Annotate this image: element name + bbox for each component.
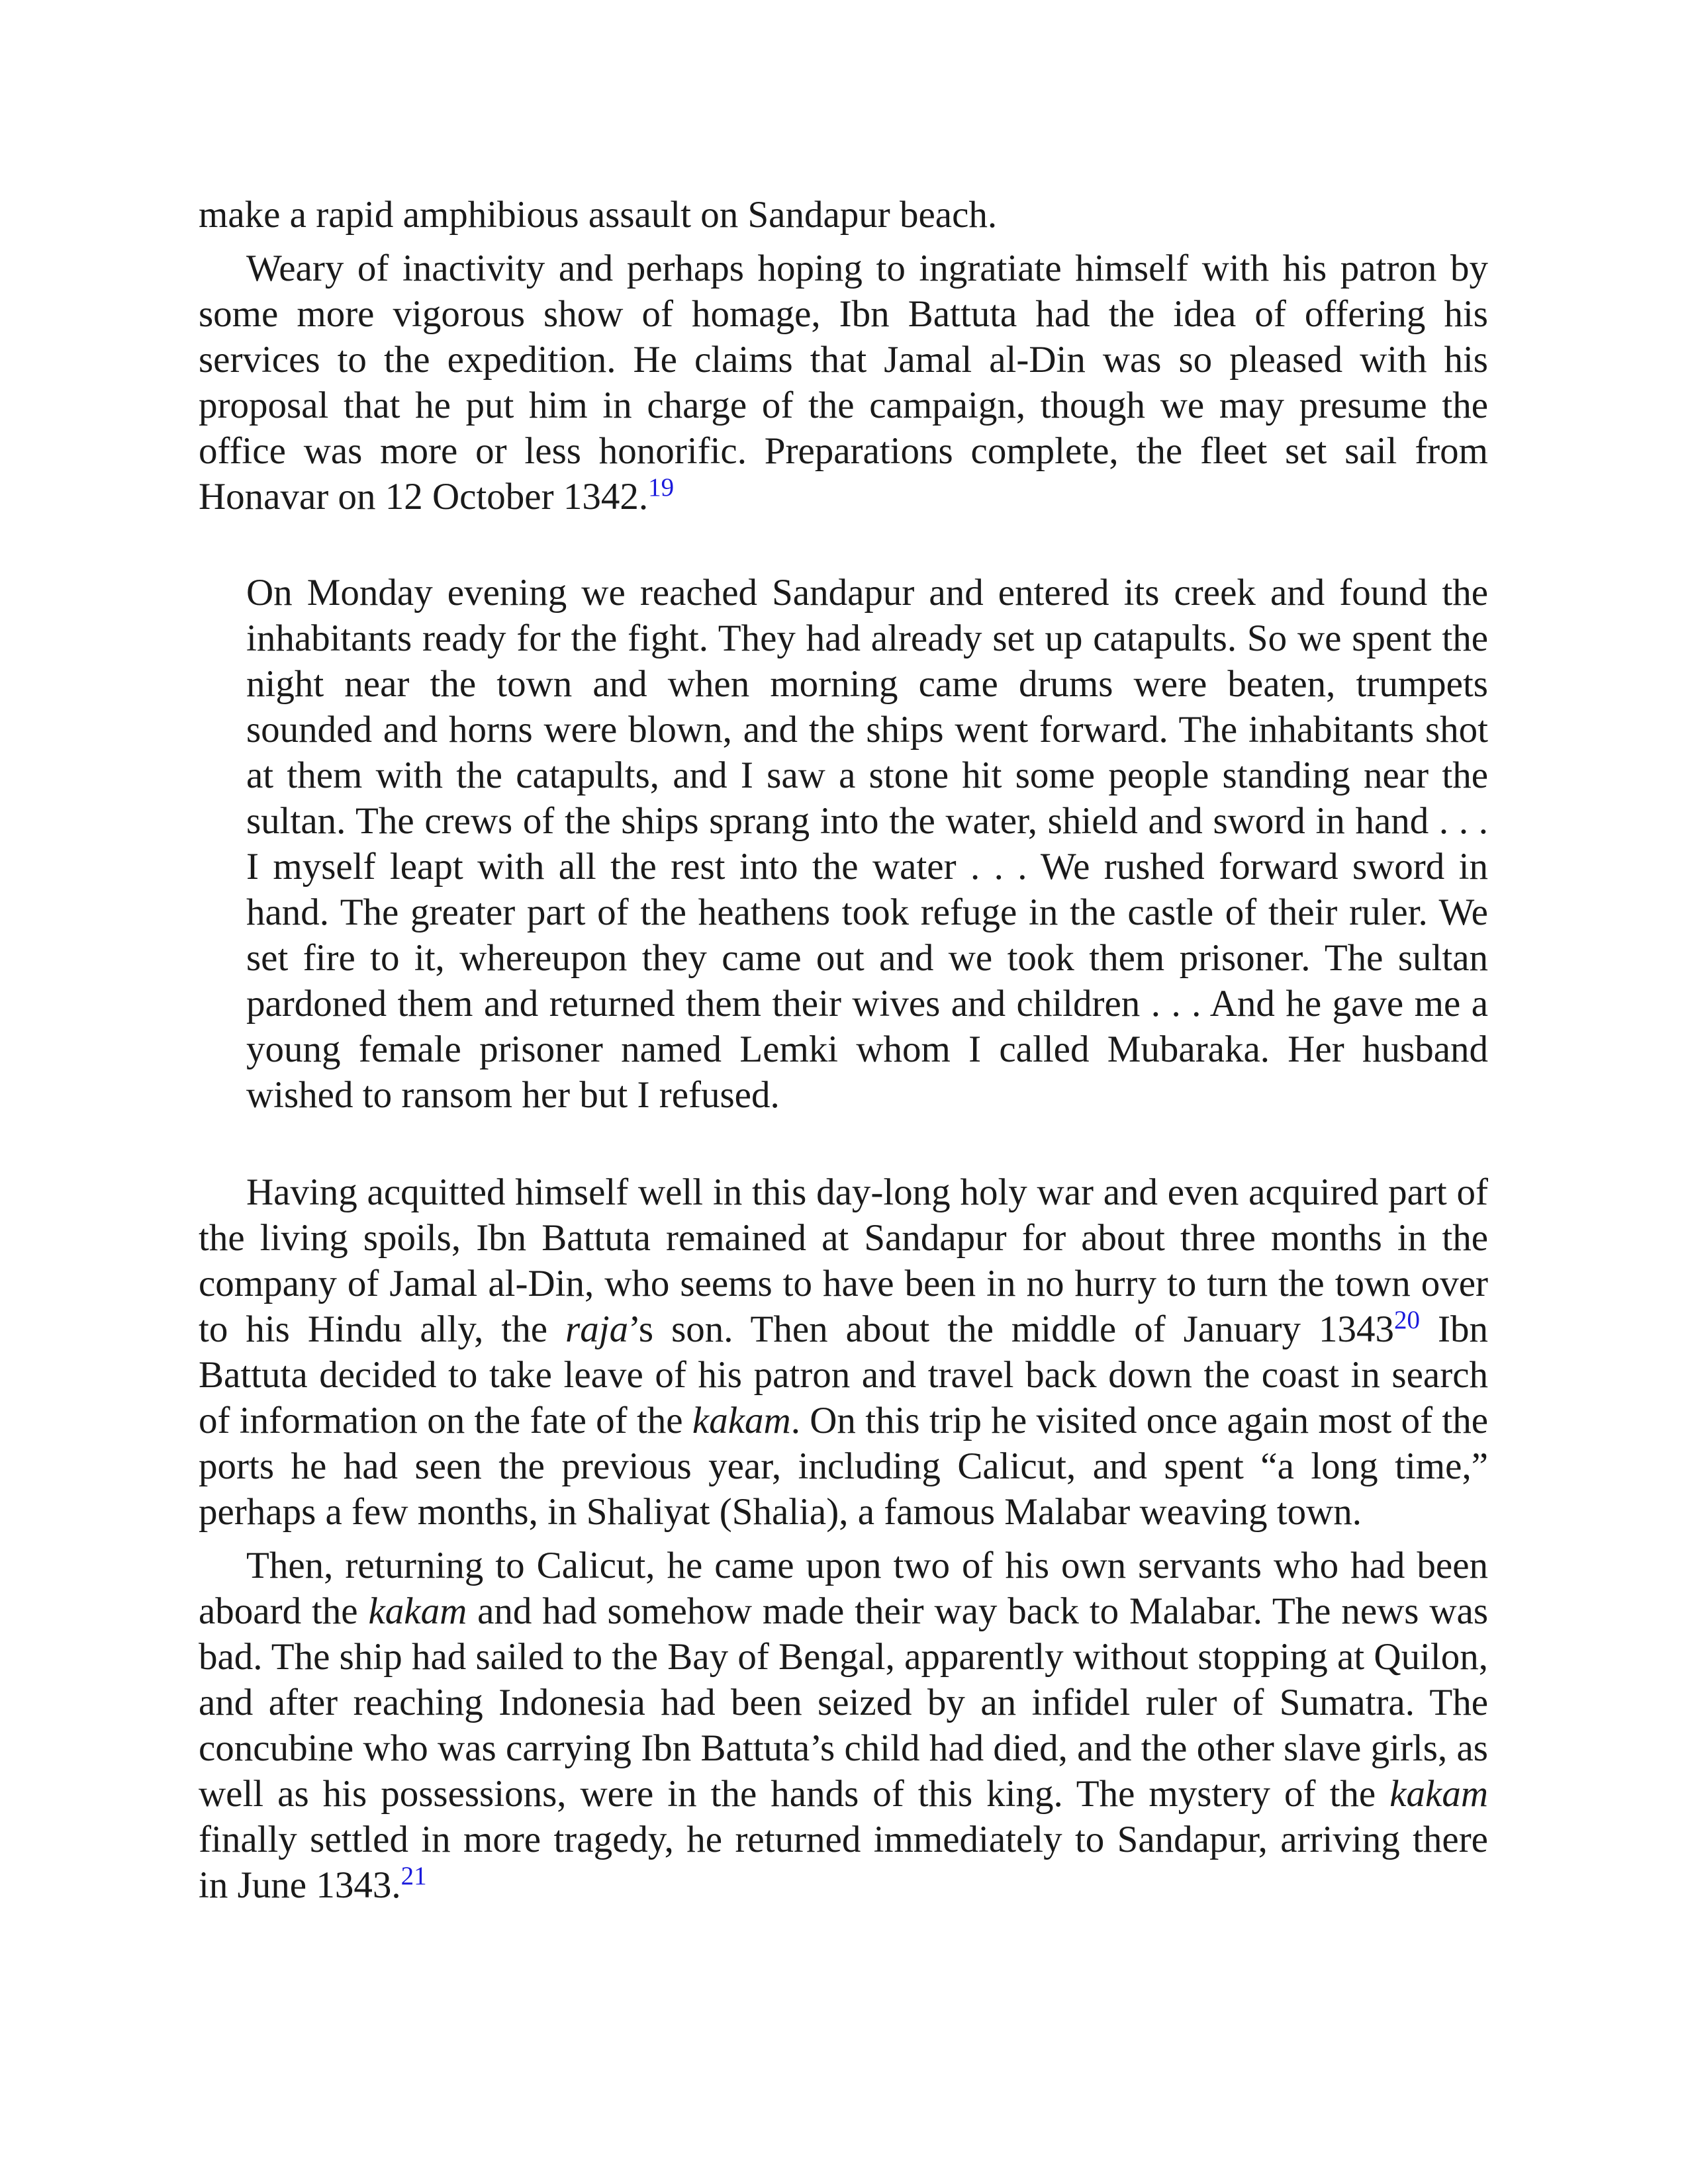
italic-term-kakam: kakam xyxy=(1389,1773,1488,1815)
footnote-link-20[interactable]: 20 xyxy=(1394,1306,1420,1334)
paragraph-sandapur-stay xyxy=(199,1169,1488,1535)
paragraph-text: and had somehow made their way back to Malabar. The news was bad. The ship had sailed to the Bay of Bengal, apparently without stopping at Quilon, and after reaching Indonesia had been seized by an infidel ruler of Sumatra. The concubine who was carrying Ibn Battuta’s child had died, and the other slave girls, as well as his possessions, were in the hands of this king. The mystery of the xyxy=(199,1590,1488,1815)
paragraph-text: . On this trip he visited once again most of the ports he had seen the previous year, including Calicut, and spent “a long time,” perhaps a few months, in Shaliyat (Shalia), a famous Malabar weaving town. xyxy=(199,1400,1488,1533)
paragraph-text: finally settled in more tragedy, he returned immediately to Sandapur, arriving there in June 1343. xyxy=(199,1819,1488,1906)
block-quote xyxy=(246,570,1488,1118)
italic-term-raja: raja xyxy=(565,1308,629,1350)
paragraph-text: Weary of inactivity and perhaps hoping to ingratiate himself with his patron by some more vigorous show of homage, Ibn Battuta had the idea of offering his services to the expedition. He claims that Jamal al-Din was so pleased with his proposal that he put him in charge of the campaign, though we may presume the office was more or less honorific. Preparations complete, the fleet set sail from Honavar on 12 October 1342. xyxy=(199,248,1488,518)
page-body xyxy=(199,192,1488,1908)
italic-term-kakam: kakam xyxy=(368,1590,467,1632)
footnote-link-19[interactable]: 19 xyxy=(648,473,675,502)
paragraph-continuation xyxy=(199,192,1488,238)
paragraph-text: Having acquitted himself well in this day-long holy war and even acquired part of the living spoils, Ibn Battuta remained at Sandapur for about three months in the company of Jamal al-Din, who seems to have been in no hurry to turn the town over to his Hindu ally, the xyxy=(199,1171,1488,1350)
paragraph-kakam-news xyxy=(199,1543,1488,1908)
paragraph-text: make a rapid amphibious assault on Sandapur beach. xyxy=(199,194,998,236)
paragraph-text: Then, returning to Calicut, he came upon two of his own servants who had been aboard the xyxy=(199,1545,1488,1632)
footnote-link-21[interactable]: 21 xyxy=(400,1862,427,1890)
quote-text: On Monday evening we reached Sandapur and entered its creek and found the inhabitants ready for the fight. They had already set up catapults. So we spent the night near the town and when morning came drums were beaten, trumpets sounded and horns were blown, and the ships went forward. The inhabitants shot at them with the catapults, and I saw a stone hit some people standing near the sultan. The crews of the ships sprang into the water, shield and sword in hand . . . I myself leapt with all the rest into the water . . . We rushed forward sword in hand. The greater part of the heathens took refuge in the castle of their ruler. We set fire to it, whereupon they came out and we took them prisoner. The sultan pardoned them and returned them their wives and children . . . And he gave me a young female prisoner named Lemki whom I called Mubaraka. Her husband wished to ransom her but I refused. xyxy=(246,572,1488,1116)
paragraph-text: Ibn Battuta decided to take leave of his patron and travel back down the coast in search of information on the fate of the xyxy=(199,1308,1488,1441)
italic-term-kakam: kakam xyxy=(692,1400,791,1441)
paragraph-text: ’s son. Then about the middle of January 1343 xyxy=(628,1308,1394,1350)
paragraph-expedition xyxy=(199,246,1488,520)
